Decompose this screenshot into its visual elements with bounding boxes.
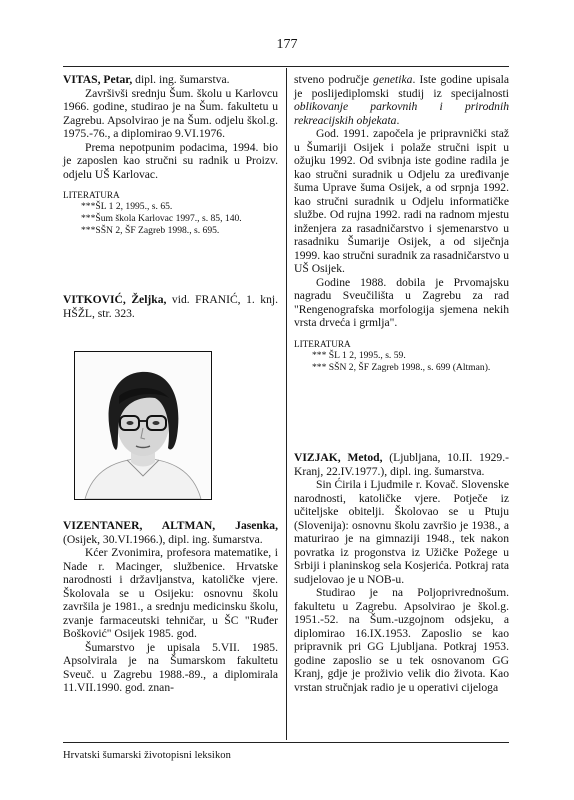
entry-vizentaner-continued [294, 73, 509, 374]
entry-vizjak-info: (Ljubljana, 10.II. 1929.-Kranj, 22.IV.1977.), dipl. ing. šumarstva. [294, 451, 509, 478]
entry-vizjak-paragraph-1: Sin Ćirila i Ljudmile r. Kovač. Slovenske narodnosti, katoličke vjere. Potječe iz učiteljske obitelji. Školovao se u Ptuju (Slovenija): osnovnu školu završio je 1938., a maturirao je na gimnaziji 1948., tek nakon povratka iz progonstva iz Užičke Požege u Srbiji i planinskog sela Kosjerića. Potkraj rata sudjelovao je u NOB-u. [294, 478, 509, 586]
entry-vitas-paragraph-1: Završivši srednju Šum. školu u Karlovcu 1966. godine, studirao je na Šum. fakultetu u Zagrebu. Apsolvirao je na Šum. odjelu škol.g. 1975.-76., a diplomirao 9.VI.1976. [63, 86, 278, 140]
text-span: . Iste godine upisala je poslijediplomski studij iz specijalnosti [294, 73, 509, 100]
entry-vizentaner-paragraph-2-cont [294, 73, 509, 127]
text-span: stveno područje [294, 73, 374, 86]
entry-vitas-paragraph-2: Prema nepotpunim podacima, 1994. bio je zaposlen kao stručni su radnik u Proizv. odjelu UŠ Karlovac. [63, 140, 278, 181]
entry-vizentaner-paragraph-4: Godine 1988. dobila je Prvomajsku nagradu Sveučilišta u Zagrebu za rad "Rengenografska morfologija sjemena nekih vrsta drveća i grmlja". [294, 275, 509, 329]
entry-vitkovic-name: VITKOVIĆ, Željka, [63, 293, 167, 306]
literature-item: ***Šum škola Karlovac 1997., s. 85, 140. [81, 213, 242, 225]
entry-vizentaner-literature-label: LITERATURA [294, 338, 351, 349]
header-rule [63, 66, 509, 67]
entry-vizjak-paragraph-2: Studirao je na Poljoprivrednošum. fakultetu u Zagrebu. Apsolvirao je škol.g. 1951.-52. na Šum.-uzgojnom odsjeku, a diplomirao 16.IX.1953. Zaposlio se kao pripravnik pri GG Ljubljana. Potkraj 1953. godine zaposlio se u tek osnovanom GG Kranj, gdje je proživio velik dio života. Kao vrstan stručnjak radio je u operativi cijeloga [294, 586, 509, 694]
italic-span: genetika [373, 73, 413, 86]
italic-span: oblikovanje parkovnih i prirodnih rekreacijskih objekata [294, 100, 509, 127]
entry-vitas-literature-label: LITERATURA [63, 190, 120, 200]
entry-vizentaner [63, 519, 278, 695]
entry-vizentaner-paragraph-2: Šumarstvo je upisala 5.VII. 1985. Apsolvirala je na Šumarskom fakultetu Sveuč. u Zagrebu 1988.-89., a diplomirala 11.VII.1990. god. znan- [63, 640, 278, 694]
entry-vitas-heading [63, 73, 278, 87]
literature-item: *** SŠN 2, ŠF Zagreb 1998., s. 699 (Altman). [312, 361, 491, 373]
text-span: . [396, 113, 400, 127]
entry-vizentaner-info: (Osijek, 30.VI.1966.), dipl. ing. šumarstva. [63, 532, 263, 546]
entry-vitkovic [63, 293, 278, 320]
footer-title: Hrvatski šumarski životopisni leksikon [63, 750, 231, 761]
entry-vitas [63, 73, 278, 238]
entry-vitas-name: VITAS, Petar, [63, 73, 133, 86]
literature-item: *** ŠL 1 2, 1995., s. 59. [312, 349, 406, 361]
portrait-photo [74, 351, 212, 500]
entry-vizjak-name: VIZJAK, Metod, [294, 451, 383, 464]
portrait-illustration [75, 352, 211, 499]
entry-vitkovic-reference: vid. FRANIĆ, 1. knj. HŠŽL, str. 323. [63, 293, 278, 320]
footer-rule [63, 742, 509, 743]
entry-vizentaner-name: VIZENTANER, ALTMAN, Jasenka, [63, 519, 278, 532]
page-number: 177 [276, 37, 298, 52]
entry-vitas-title: dipl. ing. šumarstva. [132, 73, 230, 86]
entry-vizjak [294, 451, 509, 694]
column-divider [286, 68, 287, 740]
literature-item: ***SŠN 2, ŠF Zagreb 1998., s. 695. [81, 225, 220, 237]
entry-vizentaner-paragraph-3: God. 1991. započela je pripravnički staž u Šumariji Osijek i polaže stručni ispit u ožujku 1992. Od svibnja iste godine radila je kao stručni suradnik u Odjelu za uređivanje šuma Uprave šuma Osijek, a od srpnja 1992. kao stručni suradnik u Odjelu informatičke službe. Od rujna 1992. radi na radnom mjestu inženjera za rasadničarstvo i sjemenarstvo u rasadniku Šumarije Osijek, a od siječnja 1999. kao stručni suradnik za rasadničarstvo u UŠ Osijek. [294, 127, 509, 275]
literature-item: ***ŠL 1 2, 1995., s. 65. [81, 201, 173, 212]
entry-vizentaner-paragraph-1: Kćer Zvonimira, profesora matematike, i Nade r. Macinger, službenice. Hrvatske narodnosti i državljanstva, katoličke vjere. Školovala se u Osijeku: osnovnu školu završila je 1981., a srednju medicinsku školu, zvanje farmaceutski tehničar, u ŠC "Ruđer Bošković" Osijek 1985. god. [63, 546, 278, 640]
